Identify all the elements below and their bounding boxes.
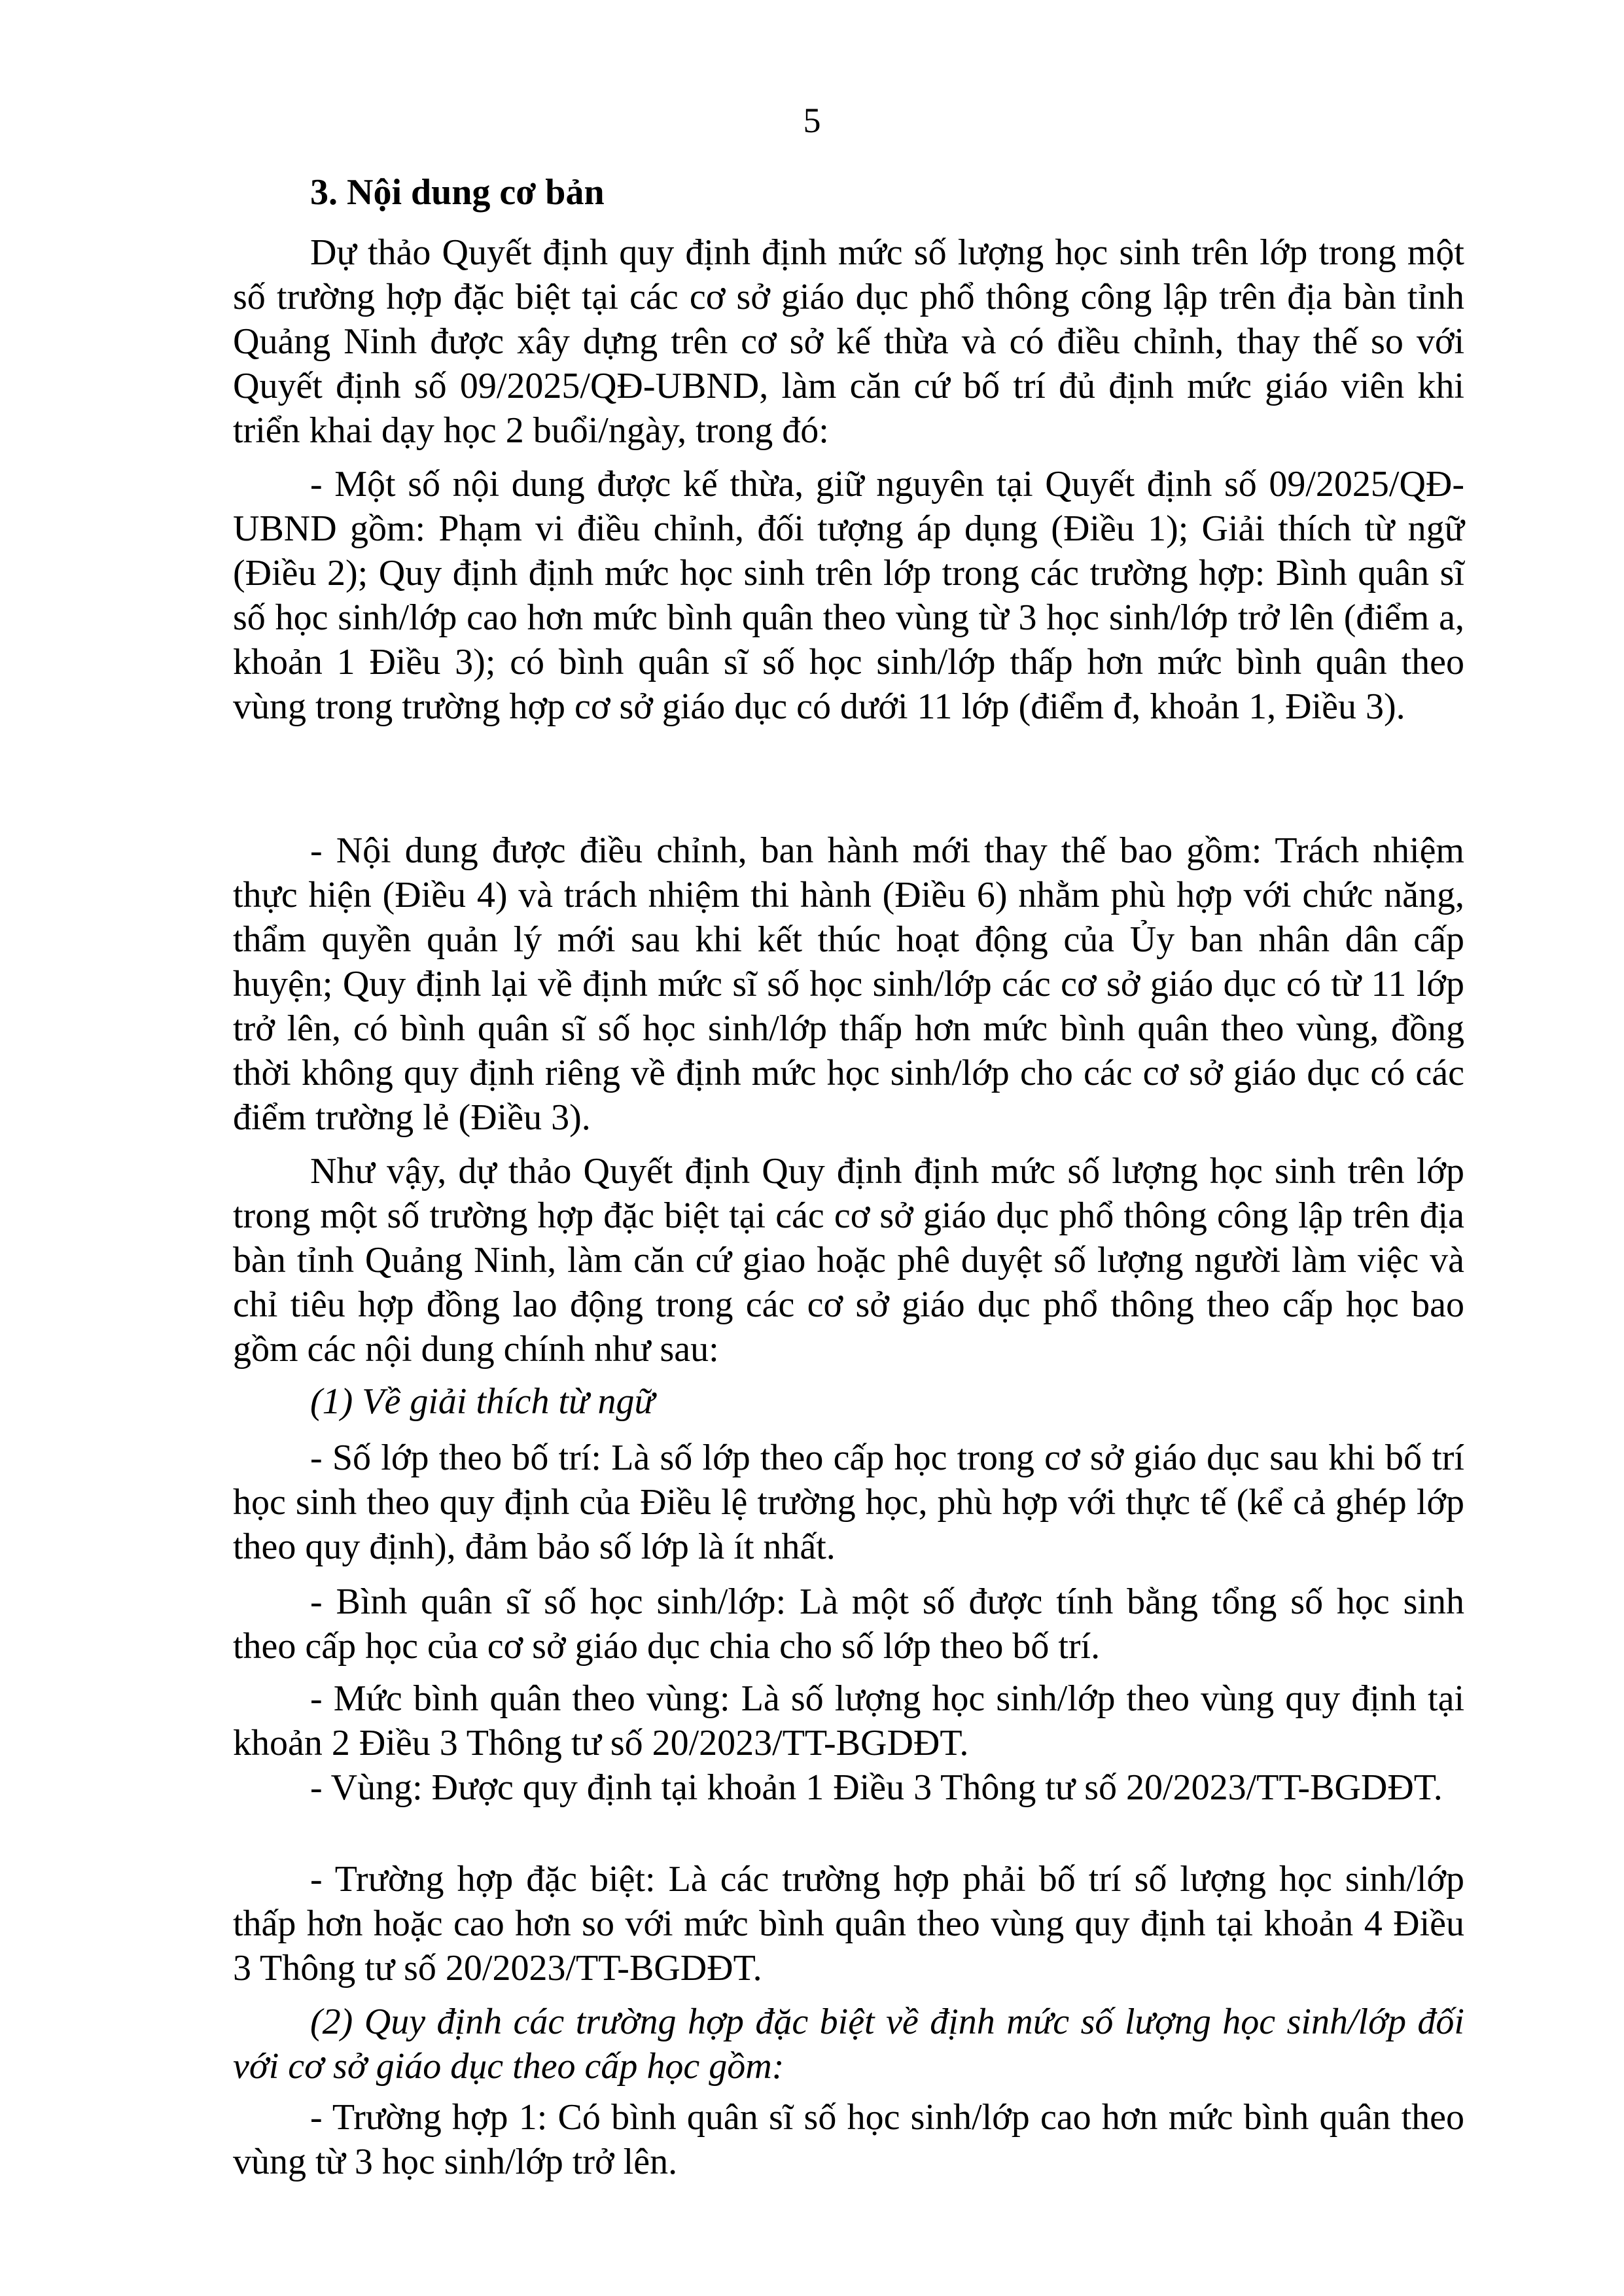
definition-muc-binh-quan: - Mức bình quân theo vùng: Là số lượng học sinh/lớp theo vùng quy định tại khoản 2 Điều 3 Thông tư số 20/2023/TT-BGDĐT. [233,1678,1464,1763]
paragraph-adjusted-content: - Nội dung được điều chỉnh, ban hành mới thay thế bao gồm: Trách nhiệm thực hiện (Điều 4) và trách nhiệm thi hành (Điều 6) nhằm phù hợp với chức năng, thẩm quyền quản lý mới sau khi kết thúc hoạt động của Ủy ban nhân dân cấp huyện; Quy định lại về định mức sĩ số học sinh/lớp các cơ sở giáo dục có từ 11 lớp trở lên, có bình quân sĩ số học sinh/lớp thấp hơn mức bình quân theo vùng, đồng thời không quy định riêng về định mức học sinh/lớp cho các cơ sở giáo dục có các điểm trường lẻ (Điều 3). [233,830,1464,1138]
definition-binh-quan: - Bình quân sĩ số học sinh/lớp: Là một số được tính bằng tổng số học sinh theo cấp học của cơ sở giáo dục chia cho số lớp theo bố trí. [233,1581,1464,1667]
subsection-2-title: (2) Quy định các trường hợp đặc biệt về định mức số lượng học sinh/lớp đối với cơ sở giáo dục theo cấp học gồm: [233,2002,1464,2087]
section-heading: 3. Nội dung cơ bản [310,172,605,213]
definition-truong-hop-dac-biet: - Trường hợp đặc biệt: Là các trường hợp phải bố trí số lượng học sinh/lớp thấp hơn hoặc cao hơn so với mức bình quân theo vùng quy định tại khoản 4 Điều 3 Thông tư số 20/2023/TT-BGDĐT. [233,1859,1464,1988]
definition-so-lop: - Số lớp theo bố trí: Là số lớp theo cấp học trong cơ sở giáo dục sau khi bố trí học sinh theo quy định của Điều lệ trường học, phù hợp với thực tế (kể cả ghép lớp theo quy định), đảm bảo số lớp là ít nhất. [233,1438,1464,1567]
paragraph-summary: Như vậy, dự thảo Quyết định Quy định định mức số lượng học sinh trên lớp trong một số trường hợp đặc biệt tại các cơ sở giáo dục phổ thông công lập trên địa bàn tỉnh Quảng Ninh, làm căn cứ giao hoặc phê duyệt số lượng người làm việc và chỉ tiêu hợp đồng lao động trong các cơ sở giáo dục phổ thông theo cấp học bao gồm các nội dung chính như sau: [233,1151,1464,1369]
paragraph-inherited-content: - Một số nội dung được kế thừa, giữ nguyên tại Quyết định số 09/2025/QĐ-UBND gồm: Phạm vi điều chỉnh, đối tượng áp dụng (Điều 1); Giải thích từ ngữ (Điều 2); Quy định định mức học sinh trên lớp trong các trường hợp: Bình quân sĩ số học sinh/lớp cao hơn mức bình quân theo vùng từ 3 học sinh/lớp trở lên (điểm a, khoản 1 Điều 3); có bình quân sĩ số học sinh/lớp thấp hơn mức bình quân theo vùng trong trường hợp cơ sở giáo dục có dưới 11 lớp (điểm đ, khoản 1, Điều 3). [233,464,1464,727]
subsection-1-title: (1) Về giải thích từ ngữ [310,1381,655,1422]
paragraph-intro: Dự thảo Quyết định quy định định mức số lượng học sinh trên lớp trong một số trường hợp đặc biệt tại các cơ sở giáo dục phổ thông công lập trên địa bàn tỉnh Quảng Ninh được xây dựng trên cơ sở kế thừa và có điều chỉnh, thay thế so với Quyết định số 09/2025/QĐ-UBND, làm căn cứ bố trí đủ định mức giáo viên khi triển khai dạy học 2 buổi/ngày, trong đó: [233,232,1464,451]
case-1: - Trường hợp 1: Có bình quân sĩ số học sinh/lớp cao hơn mức bình quân theo vùng từ 3 học sinh/lớp trở lên. [233,2097,1464,2182]
definition-vung: - Vùng: Được quy định tại khoản 1 Điều 3 Thông tư số 20/2023/TT-BGDĐT. [310,1767,1443,1808]
page-number: 5 [803,101,821,140]
